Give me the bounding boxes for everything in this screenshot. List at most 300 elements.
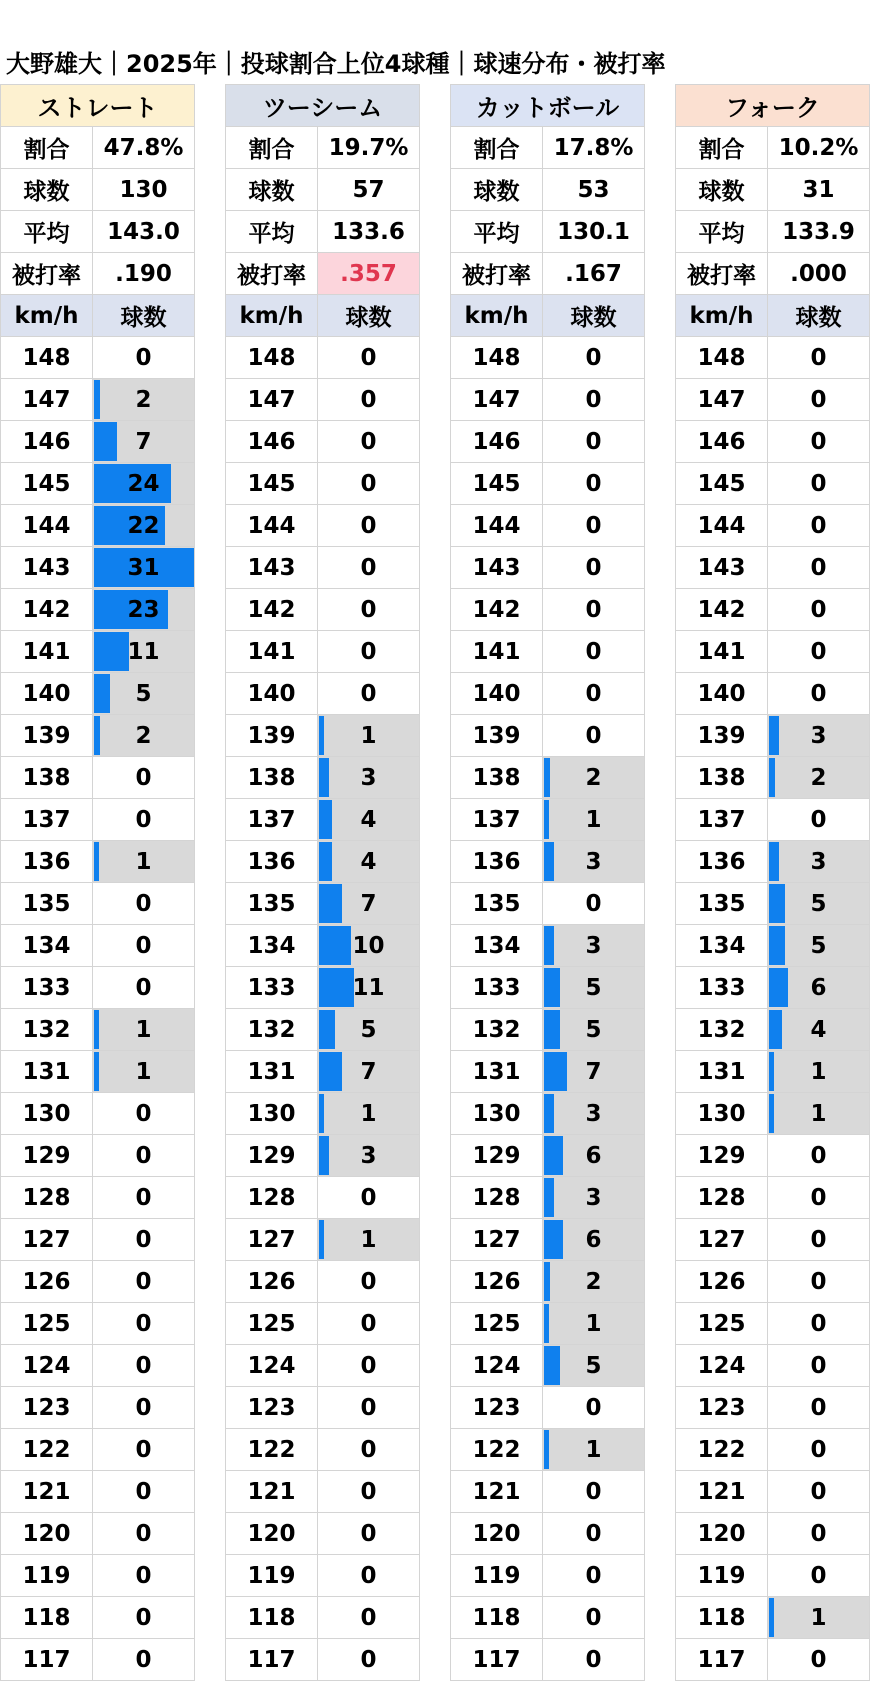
count-cell <box>93 799 195 841</box>
speed-row <box>451 1135 645 1177</box>
speed-value: 126 <box>1 1261 93 1303</box>
speed-value: 119 <box>676 1555 768 1597</box>
speed-value: 135 <box>676 883 768 925</box>
count-cell <box>93 547 195 589</box>
count-cell <box>543 841 645 883</box>
count-value: 5 <box>135 680 152 707</box>
speed-row <box>226 631 420 673</box>
count-value: 0 <box>810 470 827 497</box>
speed-row <box>226 589 420 631</box>
count-cell <box>318 1513 420 1555</box>
histogram-bar <box>94 674 110 713</box>
stat-row <box>676 253 870 295</box>
speed-row <box>451 589 645 631</box>
count-value: 0 <box>360 554 377 581</box>
speed-row <box>226 1219 420 1261</box>
count-cell <box>318 1219 420 1261</box>
count-cell <box>543 421 645 463</box>
histogram-bar <box>319 926 351 965</box>
count-cell <box>543 547 645 589</box>
speed-column-header: km/h <box>1 295 93 337</box>
speed-row <box>226 883 420 925</box>
speed-value: 123 <box>676 1387 768 1429</box>
count-cell <box>768 589 870 631</box>
speed-row <box>676 841 870 883</box>
count-cell <box>318 463 420 505</box>
speed-row <box>451 967 645 1009</box>
count-cell <box>543 1387 645 1429</box>
count-value: 0 <box>810 1310 827 1337</box>
speed-row <box>451 1303 645 1345</box>
histogram-bar <box>319 1220 324 1259</box>
speed-value: 140 <box>226 673 318 715</box>
speed-value: 139 <box>676 715 768 757</box>
count-value: 0 <box>585 1478 602 1505</box>
count-cell <box>318 1345 420 1387</box>
count-value: 0 <box>585 890 602 917</box>
speed-row <box>226 715 420 757</box>
speed-row <box>451 673 645 715</box>
speed-row <box>451 883 645 925</box>
pitch-header-row <box>451 85 645 127</box>
count-cell <box>318 757 420 799</box>
panel-cutter <box>450 84 644 1681</box>
count-cell <box>543 463 645 505</box>
speed-row <box>451 379 645 421</box>
speed-row <box>1 1093 195 1135</box>
pitch-name: フォーク <box>676 85 870 127</box>
stat-value: 130 <box>93 169 195 211</box>
count-cell <box>543 1429 645 1471</box>
speed-value: 138 <box>676 757 768 799</box>
stat-value: 10.2% <box>768 127 870 169</box>
speed-row <box>676 547 870 589</box>
speed-row <box>1 1345 195 1387</box>
speed-row <box>676 1135 870 1177</box>
speed-value: 123 <box>1 1387 93 1429</box>
histogram-bar <box>319 1094 324 1133</box>
stat-label: 被打率 <box>226 253 318 295</box>
count-cell <box>768 1639 870 1681</box>
histogram-bar <box>544 842 554 881</box>
speed-value: 145 <box>451 463 543 505</box>
speed-row <box>676 1177 870 1219</box>
count-cell <box>318 673 420 715</box>
histogram-bar <box>319 884 342 923</box>
speed-row <box>1 841 195 883</box>
count-value: 7 <box>360 890 377 917</box>
count-value: 7 <box>135 428 152 455</box>
count-value: 0 <box>135 1310 152 1337</box>
histogram-bar <box>94 1052 99 1091</box>
count-cell <box>318 1177 420 1219</box>
stat-value: .000 <box>768 253 870 295</box>
speed-row <box>451 1009 645 1051</box>
speed-row <box>676 1597 870 1639</box>
speed-value: 118 <box>451 1597 543 1639</box>
count-cell <box>768 715 870 757</box>
speed-value: 134 <box>451 925 543 967</box>
speed-value: 146 <box>676 421 768 463</box>
count-cell <box>318 547 420 589</box>
count-value: 23 <box>127 596 160 623</box>
speed-row <box>451 1513 645 1555</box>
speed-value: 122 <box>1 1429 93 1471</box>
count-value: 0 <box>360 386 377 413</box>
speed-value: 121 <box>1 1471 93 1513</box>
speed-value: 144 <box>676 505 768 547</box>
stat-row <box>1 127 195 169</box>
histogram-bar <box>544 968 560 1007</box>
count-value: 0 <box>135 1436 152 1463</box>
count-value: 6 <box>810 974 827 1001</box>
speed-row <box>451 1261 645 1303</box>
stat-label: 割合 <box>451 127 543 169</box>
pitch-table <box>225 84 420 1681</box>
speed-value: 122 <box>451 1429 543 1471</box>
speed-value: 131 <box>1 1051 93 1093</box>
stat-label: 割合 <box>1 127 93 169</box>
pitch-name: カットボール <box>451 85 645 127</box>
count-value: 7 <box>585 1058 602 1085</box>
count-cell <box>93 925 195 967</box>
speed-value: 137 <box>1 799 93 841</box>
speed-row <box>451 1387 645 1429</box>
speed-column-header: km/h <box>226 295 318 337</box>
count-cell <box>768 421 870 463</box>
speed-row <box>1 1429 195 1471</box>
count-value: 1 <box>585 1436 602 1463</box>
stat-row <box>1 253 195 295</box>
count-value: 0 <box>585 596 602 623</box>
speed-row <box>676 379 870 421</box>
speed-value: 144 <box>451 505 543 547</box>
speed-value: 124 <box>226 1345 318 1387</box>
speed-row <box>676 1093 870 1135</box>
speed-row <box>451 715 645 757</box>
speed-row <box>1 1597 195 1639</box>
stat-row <box>226 127 420 169</box>
count-cell <box>543 757 645 799</box>
speed-row <box>451 421 645 463</box>
stat-label: 球数 <box>1 169 93 211</box>
count-cell <box>93 1135 195 1177</box>
count-cell <box>93 421 195 463</box>
speed-value: 133 <box>676 967 768 1009</box>
count-cell <box>93 757 195 799</box>
count-cell <box>93 1051 195 1093</box>
speed-row <box>676 1303 870 1345</box>
speed-row <box>226 799 420 841</box>
count-cell <box>543 1261 645 1303</box>
count-cell <box>93 1219 195 1261</box>
count-value: 6 <box>585 1226 602 1253</box>
histogram-bar <box>544 1052 567 1091</box>
speed-row <box>226 1051 420 1093</box>
speed-row <box>226 1639 420 1681</box>
count-value: 0 <box>360 1184 377 1211</box>
speed-value: 146 <box>1 421 93 463</box>
pitch-table <box>0 84 195 1681</box>
speed-value: 128 <box>676 1177 768 1219</box>
stat-label: 平均 <box>1 211 93 253</box>
speed-value: 148 <box>226 337 318 379</box>
count-value: 1 <box>360 1100 377 1127</box>
histogram-bar <box>319 758 329 797</box>
count-value: 0 <box>810 1352 827 1379</box>
count-cell <box>93 1471 195 1513</box>
count-value: 0 <box>585 386 602 413</box>
count-cell <box>768 1219 870 1261</box>
stat-value: 130.1 <box>543 211 645 253</box>
count-value: 2 <box>585 1268 602 1295</box>
pitch-name: ツーシーム <box>226 85 420 127</box>
speed-row <box>676 1219 870 1261</box>
speed-value: 125 <box>226 1303 318 1345</box>
count-value: 0 <box>135 1520 152 1547</box>
count-cell <box>318 589 420 631</box>
count-cell <box>768 1051 870 1093</box>
speed-row <box>226 967 420 1009</box>
count-value: 10 <box>352 932 385 959</box>
speed-value: 142 <box>226 589 318 631</box>
speed-value: 124 <box>1 1345 93 1387</box>
count-value: 5 <box>360 1016 377 1043</box>
histogram-bar <box>544 1262 550 1301</box>
speed-row <box>676 1387 870 1429</box>
speed-value: 126 <box>226 1261 318 1303</box>
count-value: 0 <box>810 638 827 665</box>
speed-row <box>1 715 195 757</box>
count-cell <box>543 1135 645 1177</box>
speed-column-header: km/h <box>676 295 768 337</box>
panel-straight <box>0 84 194 1681</box>
speed-value: 143 <box>451 547 543 589</box>
count-cell <box>768 505 870 547</box>
count-cell <box>318 799 420 841</box>
count-value: 0 <box>585 680 602 707</box>
count-value: 3 <box>585 1184 602 1211</box>
speed-row <box>451 1639 645 1681</box>
count-value: 0 <box>360 596 377 623</box>
count-cell <box>318 1051 420 1093</box>
count-value: 3 <box>810 722 827 749</box>
count-value: 0 <box>585 554 602 581</box>
count-cell <box>768 1261 870 1303</box>
histogram-bar <box>769 842 779 881</box>
speed-value: 117 <box>451 1639 543 1681</box>
count-value: 0 <box>135 1562 152 1589</box>
count-value: 0 <box>360 1562 377 1589</box>
stat-row <box>676 169 870 211</box>
count-value: 0 <box>585 1394 602 1421</box>
speed-value: 141 <box>1 631 93 673</box>
count-cell <box>93 1387 195 1429</box>
count-value: 0 <box>135 1226 152 1253</box>
count-cell <box>768 1597 870 1639</box>
speed-row <box>226 925 420 967</box>
speed-row <box>451 505 645 547</box>
count-value: 0 <box>810 1562 827 1589</box>
count-value: 0 <box>135 806 152 833</box>
count-cell <box>93 715 195 757</box>
speed-row <box>226 1177 420 1219</box>
histogram-bar <box>319 1052 342 1091</box>
speed-row <box>226 379 420 421</box>
count-value: 4 <box>360 806 377 833</box>
speed-value: 134 <box>1 925 93 967</box>
speed-value: 125 <box>676 1303 768 1345</box>
count-cell <box>768 1135 870 1177</box>
speed-value: 137 <box>676 799 768 841</box>
stat-value: .167 <box>543 253 645 295</box>
count-value: 0 <box>360 1310 377 1337</box>
stat-label: 被打率 <box>451 253 543 295</box>
count-cell <box>93 883 195 925</box>
speed-row <box>226 1429 420 1471</box>
stat-value: .357 <box>318 253 420 295</box>
histogram-bar <box>94 716 100 755</box>
speed-row <box>1 673 195 715</box>
speed-row <box>676 1555 870 1597</box>
speed-row <box>226 505 420 547</box>
count-value: 0 <box>810 344 827 371</box>
count-cell <box>543 631 645 673</box>
column-header-row <box>451 295 645 337</box>
count-value: 0 <box>810 1268 827 1295</box>
stat-label: 球数 <box>451 169 543 211</box>
count-cell <box>318 421 420 463</box>
count-cell <box>543 1051 645 1093</box>
speed-value: 129 <box>226 1135 318 1177</box>
count-value: 4 <box>810 1016 827 1043</box>
speed-value: 143 <box>1 547 93 589</box>
histogram-bar <box>319 800 332 839</box>
speed-value: 121 <box>451 1471 543 1513</box>
count-value: 0 <box>135 1478 152 1505</box>
count-value: 1 <box>135 1016 152 1043</box>
stat-row <box>451 169 645 211</box>
count-cell <box>318 505 420 547</box>
count-value: 6 <box>585 1142 602 1169</box>
speed-value: 129 <box>676 1135 768 1177</box>
speed-value: 125 <box>1 1303 93 1345</box>
count-value: 3 <box>585 932 602 959</box>
speed-row <box>676 673 870 715</box>
count-value: 0 <box>810 1226 827 1253</box>
speed-value: 132 <box>1 1009 93 1051</box>
speed-value: 128 <box>1 1177 93 1219</box>
speed-row <box>676 715 870 757</box>
speed-row <box>1 1177 195 1219</box>
speed-row <box>676 925 870 967</box>
count-cell <box>93 1261 195 1303</box>
speed-value: 147 <box>226 379 318 421</box>
stat-value: 31 <box>768 169 870 211</box>
histogram-bar <box>319 842 332 881</box>
count-cell <box>543 379 645 421</box>
count-value: 3 <box>585 848 602 875</box>
speed-row <box>1 505 195 547</box>
stat-row <box>226 169 420 211</box>
count-cell <box>543 1513 645 1555</box>
histogram-bar <box>319 1136 329 1175</box>
speed-value: 130 <box>226 1093 318 1135</box>
histogram-bar <box>769 926 785 965</box>
count-cell <box>93 1429 195 1471</box>
speed-row <box>226 463 420 505</box>
speed-row <box>451 1471 645 1513</box>
count-cell <box>93 841 195 883</box>
count-cell <box>768 1009 870 1051</box>
speed-row <box>226 547 420 589</box>
count-cell <box>93 967 195 1009</box>
speed-row <box>676 1429 870 1471</box>
speed-row <box>676 1513 870 1555</box>
speed-row <box>226 1555 420 1597</box>
count-value: 7 <box>360 1058 377 1085</box>
count-value: 0 <box>360 470 377 497</box>
count-cell <box>768 547 870 589</box>
count-value: 2 <box>810 764 827 791</box>
speed-value: 137 <box>451 799 543 841</box>
speed-row <box>451 1219 645 1261</box>
histogram-bar <box>769 1598 774 1637</box>
count-cell <box>768 379 870 421</box>
count-value: 0 <box>360 680 377 707</box>
speed-row <box>1 1513 195 1555</box>
count-value: 0 <box>810 428 827 455</box>
speed-value: 124 <box>676 1345 768 1387</box>
speed-value: 148 <box>451 337 543 379</box>
count-value: 2 <box>135 722 152 749</box>
stat-row <box>1 169 195 211</box>
histogram-bar <box>544 1136 563 1175</box>
stat-value: 17.8% <box>543 127 645 169</box>
stat-value: 47.8% <box>93 127 195 169</box>
column-header-row <box>1 295 195 337</box>
speed-value: 118 <box>676 1597 768 1639</box>
count-column-header: 球数 <box>318 295 420 337</box>
stat-row <box>676 127 870 169</box>
speed-value: 140 <box>676 673 768 715</box>
count-cell <box>543 883 645 925</box>
speed-value: 144 <box>1 505 93 547</box>
speed-row <box>451 1177 645 1219</box>
count-value: 1 <box>360 722 377 749</box>
count-cell <box>543 1345 645 1387</box>
count-value: 1 <box>810 1100 827 1127</box>
count-cell <box>543 1009 645 1051</box>
speed-value: 145 <box>676 463 768 505</box>
histogram-bar <box>319 968 354 1007</box>
speed-row <box>1 799 195 841</box>
speed-value: 130 <box>451 1093 543 1135</box>
stat-label: 平均 <box>676 211 768 253</box>
count-value: 1 <box>810 1058 827 1085</box>
speed-row <box>676 1261 870 1303</box>
speed-row <box>1 337 195 379</box>
speed-row <box>1 1555 195 1597</box>
speed-row <box>451 1345 645 1387</box>
speed-value: 138 <box>226 757 318 799</box>
stat-label: 割合 <box>676 127 768 169</box>
count-cell <box>318 631 420 673</box>
speed-row <box>451 631 645 673</box>
speed-row <box>676 631 870 673</box>
speed-value: 147 <box>1 379 93 421</box>
count-cell <box>93 379 195 421</box>
